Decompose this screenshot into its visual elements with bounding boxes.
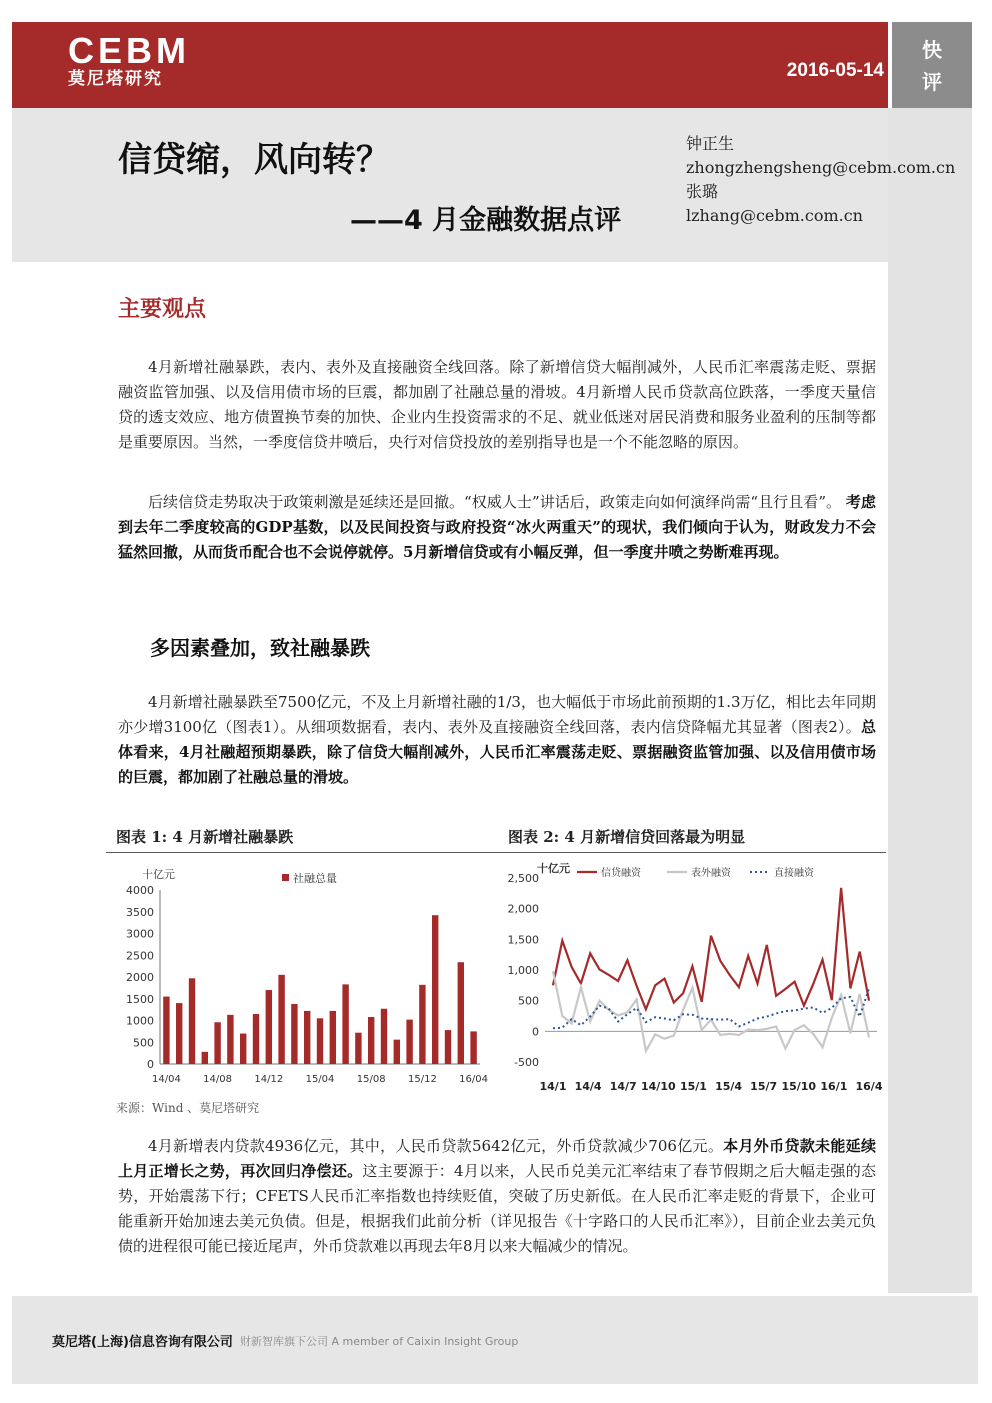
report-type-badge-text: 快评 <box>922 38 942 94</box>
y-tick-label: 1,000 <box>507 964 539 977</box>
x-tick-label: 15/04 <box>305 1074 335 1085</box>
series-line <box>553 988 869 1028</box>
author-name: 张璐 <box>686 182 719 201</box>
series-line <box>553 971 869 1051</box>
bar <box>266 990 272 1064</box>
figure-top-rule <box>106 852 886 853</box>
subsection-heading: 多因素叠加，致社融暴跌 <box>150 636 370 660</box>
legend-label: 直接融资 <box>774 868 814 879</box>
logo-text: CEBM <box>68 30 190 71</box>
logo <box>68 32 190 88</box>
y-tick-label: 0 <box>532 1025 539 1039</box>
footer-company: 莫尼塔(上海)信息咨询有限公司 <box>52 1335 233 1350</box>
bar <box>176 1003 182 1064</box>
x-tick-label: 14/08 <box>203 1074 233 1085</box>
bar <box>253 1014 259 1064</box>
bar <box>406 1020 412 1064</box>
bar <box>189 978 195 1064</box>
author-email[interactable]: zhongzhengsheng@cebm.com.cn <box>686 158 956 177</box>
report-type-badge <box>892 22 972 108</box>
author-name: 钟正生 <box>686 134 735 153</box>
bar <box>381 1009 387 1064</box>
bar <box>163 997 169 1064</box>
bar <box>445 1030 451 1064</box>
y-tick-label: 1,500 <box>507 933 539 947</box>
bar <box>470 1031 476 1064</box>
bar <box>317 1018 323 1064</box>
y-tick-label: 2000 <box>126 971 154 984</box>
series-line <box>553 888 869 1010</box>
author-list <box>686 132 955 228</box>
paragraph-2 <box>118 490 876 565</box>
y-tick-label: 0 <box>147 1058 154 1071</box>
y-tick-label: 4000 <box>126 884 154 897</box>
bar <box>214 1022 220 1064</box>
bar <box>458 962 464 1064</box>
paragraph-4 <box>118 1134 876 1259</box>
paragraph-4-normal: 4月新增表内贷款4936亿元，其中，人民币贷款5642亿元，外币贷款减少706亿元。 <box>148 1137 724 1155</box>
figure-1-title: 图表 1: 4 月新增社融暴跌 <box>116 828 294 846</box>
x-tick-label: 14/12 <box>254 1074 284 1085</box>
legend-swatch <box>282 874 289 881</box>
main-title: 信贷缩，风向转？ <box>118 140 390 180</box>
y-tick-label: 2,500 <box>507 872 539 885</box>
paragraph-3-bold: 总体看来，4月社融超预期暴跌，除了信贷大幅削减外，人民币汇率震荡走贬、票据融资监管加强、以及信用债市场的巨震，都加剧了社融总量的滑坡。 <box>118 718 876 786</box>
paragraph-4-bold: 本月外币贷款未能延续上月正增长之势，再次回归净偿还。 <box>118 1137 876 1180</box>
paragraph-2-bold: 考虑到去年二季度较高的GDP基数，以及民间投资与政府投资“冰火两重天”的现状，我们倾向于认为，财政发力不会猛然回撤，从而货币配合也不会说停就停。5月新增信贷或有小幅反弹，但一季度井喷之势断难再现。 <box>118 493 876 561</box>
y-tick-label: 3000 <box>126 927 154 941</box>
legend-label: 信贷融资 <box>601 868 641 879</box>
x-tick-label: 16/1 <box>820 1080 848 1092</box>
x-tick-label: 14/1 <box>539 1080 567 1092</box>
legend-label: 社融总量 <box>293 872 337 885</box>
x-tick-label: 14/7 <box>609 1080 637 1092</box>
x-tick-label: 16/04 <box>459 1074 489 1085</box>
paragraph-3 <box>118 690 876 790</box>
paragraph-4-normal-2: 这主要源于：4月以来，人民币兑美元汇率结束了春节假期之后大幅走强的态势，开始震荡下行；CFETS人民币汇率指数也持续贬值，突破了历史新低。在人民币汇率走贬的背景下，企业可能重新开始加速去美元负债。但是，根据我们此前分析（详见报告《十字路口的人民币汇率》），目前企业去美元负债的进程很可能已接近尾声，外币贷款难以再现去年8月以来大幅减少的情况。 <box>118 1162 876 1255</box>
logo-subtext: 莫尼塔研究 <box>68 69 163 89</box>
y-tick-label: -500 <box>514 1056 539 1069</box>
chart-2-credit-breakdown <box>505 858 885 1092</box>
paragraph-1: 4月新增社融暴跌，表内、表外及直接融资全线回落。除了新增信贷大幅削减外，人民币汇率震荡走贬、票据融资监管加强、以及信用债市场的巨震，都加剧了社融总量的滑坡。4月新增人民币贷款高位跌落，一季度天量信贷的透支效应、地方债置换节奏的加快、企业内生投资需求的不足、就业低迷对居民消费和服务业盈利的压制等都是重要原因。当然，一季度信贷井喷后，央行对信贷投放的差别指导也是一个不能忽略的原因。 <box>118 358 876 451</box>
figure-2-title: 图表 2: 4 月新增信贷回落最为明显 <box>508 828 746 846</box>
source-note: 来源：Wind 、莫尼塔研究 <box>116 1101 260 1115</box>
bar <box>355 1033 361 1064</box>
bar <box>368 1017 374 1064</box>
bar <box>432 915 438 1064</box>
x-tick-label: 15/08 <box>356 1074 386 1085</box>
x-tick-label: 16/4 <box>855 1080 883 1092</box>
unit-label: 十亿元 <box>142 868 175 881</box>
bar <box>330 1011 336 1064</box>
x-tick-label: 15/12 <box>407 1074 437 1085</box>
bar <box>394 1040 400 1064</box>
author-email[interactable]: lzhang@cebm.com.cn <box>686 206 863 225</box>
section-heading: 主要观点 <box>118 297 207 322</box>
chart-1-social-financing <box>110 858 490 1092</box>
x-tick-label: 15/7 <box>750 1080 778 1092</box>
y-tick-label: 500 <box>133 1036 154 1050</box>
paragraph-3-normal: 4月新增社融暴跌至7500亿元，不及上月新增社融的1/3，也大幅低于市场此前预期的1.3万亿，相比去年同期亦少增3100亿（图表1）。从细项数据看，表内、表外及直接融资全线回落，表内信贷降幅尤其显著（图表2）。 <box>118 693 876 736</box>
bar <box>304 1011 310 1064</box>
bar <box>227 1015 233 1064</box>
bar <box>240 1034 246 1064</box>
legend-label: 表外融资 <box>691 868 731 879</box>
y-tick-label: 2,000 <box>507 902 539 916</box>
x-tick-label: 15/1 <box>679 1080 707 1092</box>
bar <box>202 1052 208 1064</box>
y-tick-label: 1000 <box>126 1014 154 1028</box>
report-date: 2016-05-14 <box>786 60 884 81</box>
sub-title: ——4 月金融数据点评 <box>350 205 622 236</box>
side-strip <box>888 108 972 1293</box>
unit-label: 十亿元 <box>537 862 570 875</box>
y-tick-label: 3500 <box>126 905 154 919</box>
y-tick-label: 1500 <box>126 992 154 1006</box>
bar <box>291 1004 297 1064</box>
x-tick-label: 15/10 <box>781 1080 817 1092</box>
y-tick-label: 2500 <box>126 949 154 963</box>
x-tick-label: 14/04 <box>151 1074 181 1085</box>
x-tick-label: 14/4 <box>574 1080 602 1092</box>
bar <box>419 985 425 1064</box>
y-tick-label: 500 <box>518 994 539 1008</box>
bar <box>342 984 348 1064</box>
bar <box>278 975 284 1064</box>
x-tick-label: 15/4 <box>715 1080 743 1092</box>
paragraph-2-normal: 后续信贷走势取决于政策刺激是延续还是回撤。“权威人士”讲话后，政策走向如何演绎尚需“且行且看”。 <box>148 493 842 511</box>
x-tick-label: 14/10 <box>641 1080 676 1092</box>
footer-group: 财新智库旗下公司 A member of Caixin Insight Group <box>240 1335 519 1348</box>
